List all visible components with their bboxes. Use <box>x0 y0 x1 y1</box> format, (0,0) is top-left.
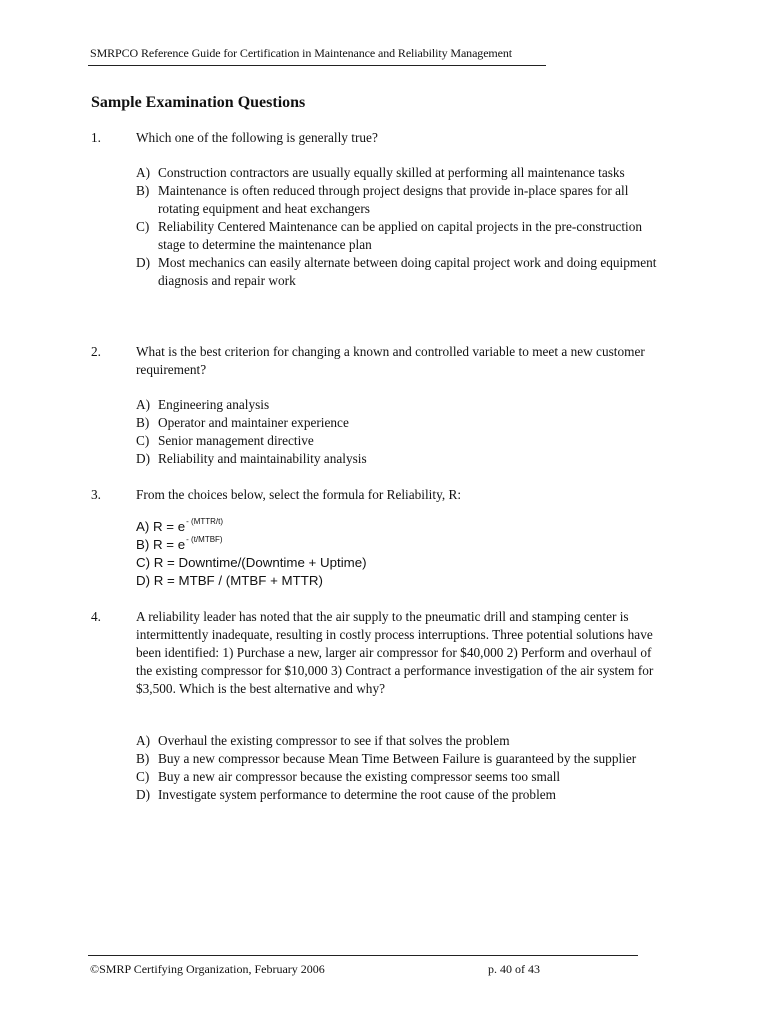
option-c <box>136 218 661 254</box>
question-text: Which one of the following is generally true? <box>136 130 378 145</box>
option-letter: D) <box>136 255 151 270</box>
question-number: 4. <box>91 609 101 624</box>
footer-copyright: ©SMRP Certifying Organization, February 2006 <box>90 962 325 976</box>
option-letter: C) <box>136 433 150 448</box>
option-b <box>136 414 661 432</box>
option-text: R = MTBF / (MTBF + MTTR) <box>153 573 323 588</box>
option-text: Reliability and maintainability analysis <box>158 451 367 466</box>
option-a <box>136 732 661 750</box>
option-list <box>136 164 661 290</box>
option-letter: A) <box>136 165 151 180</box>
running-header: SMRPCO Reference Guide for Certification in Maintenance and Reliability Management <box>90 46 513 60</box>
question-text: A reliability leader has noted that the air supply to the pneumatic drill and stamping center is intermittently inadequate, resulting in costly process interruptions. Three potential solutions have been identified: 1) Purchase a new, larger air compressor for $40,000 2) Perform and overhaul of the existing compressor for $10,000 3) Contract a performance investigation of the air system for $3,500. Which is the best alternative and why? <box>136 609 654 696</box>
option-letter: C) <box>136 219 150 234</box>
option-text: Buy a new compressor because Mean Time Between Failure is guaranteed by the supplier <box>158 751 637 766</box>
option-a <box>136 518 661 536</box>
option-list <box>136 518 661 590</box>
option-letter: C) <box>136 555 151 570</box>
question-number: 1. <box>91 130 101 145</box>
option-text: Buy a new air compressor because the existing compressor seems too small <box>158 769 561 784</box>
option-letter: D) <box>136 451 151 466</box>
option-letter: D) <box>136 787 151 802</box>
option-d <box>136 572 661 590</box>
question-number: 2. <box>91 344 101 359</box>
option-letter: A) <box>136 519 150 534</box>
option-c <box>136 768 661 786</box>
option-text: Overhaul the existing compressor to see if that solves the problem <box>158 733 510 748</box>
option-letter: A) <box>136 733 151 748</box>
option-c <box>136 554 661 572</box>
section-title: Sample Examination Questions <box>91 94 306 111</box>
option-a <box>136 396 661 414</box>
option-text: Engineering analysis <box>158 397 270 412</box>
footer-rule <box>88 955 638 956</box>
option-d <box>136 450 661 468</box>
option-text: Construction contractors are usually equally skilled at performing all maintenance tasks <box>158 165 625 180</box>
option-text: Most mechanics can easily alternate between doing capital project work and doing equipment diagnosis and repair work <box>158 255 657 288</box>
option-b <box>136 182 661 218</box>
option-text: Investigate system performance to determine the root cause of the problem <box>158 787 557 802</box>
option-letter: A) <box>136 397 151 412</box>
question-text: From the choices below, select the formula for Reliability, R: <box>136 487 462 502</box>
option-a <box>136 164 661 182</box>
option-letter: B) <box>136 751 150 766</box>
option-text: R = e <box>153 537 186 552</box>
option-list <box>136 396 661 468</box>
option-text: R = Downtime/(Downtime + Uptime) <box>153 555 367 570</box>
option-text: R = e <box>153 519 186 534</box>
option-letter: B) <box>136 537 150 552</box>
option-letter: B) <box>136 415 150 430</box>
option-letter: D) <box>136 573 151 588</box>
option-b <box>136 536 661 554</box>
option-d <box>136 786 661 804</box>
option-c <box>136 432 661 450</box>
option-b <box>136 750 661 768</box>
option-text: Operator and maintainer experience <box>158 415 349 430</box>
option-exponent: - (MTTR/t) <box>186 517 224 526</box>
question-number: 3. <box>91 487 101 502</box>
option-text: Reliability Centered Maintenance can be applied on capital projects in the pre-construction stage to determine the maintenance plan <box>158 219 643 252</box>
question-text: What is the best criterion for changing a known and controlled variable to meet a new customer requirement? <box>136 344 645 377</box>
option-letter: C) <box>136 769 150 784</box>
page-number: p. 40 of 43 <box>488 962 540 976</box>
option-d <box>136 254 661 290</box>
option-text: Senior management directive <box>158 433 314 448</box>
option-text: Maintenance is often reduced through project designs that provide in-place spares for all rotating equipment and heat exchangers <box>158 183 629 216</box>
option-list <box>136 732 661 804</box>
header-rule <box>88 65 546 66</box>
option-letter: B) <box>136 183 150 198</box>
option-exponent: - (t/MTBF) <box>186 535 223 544</box>
